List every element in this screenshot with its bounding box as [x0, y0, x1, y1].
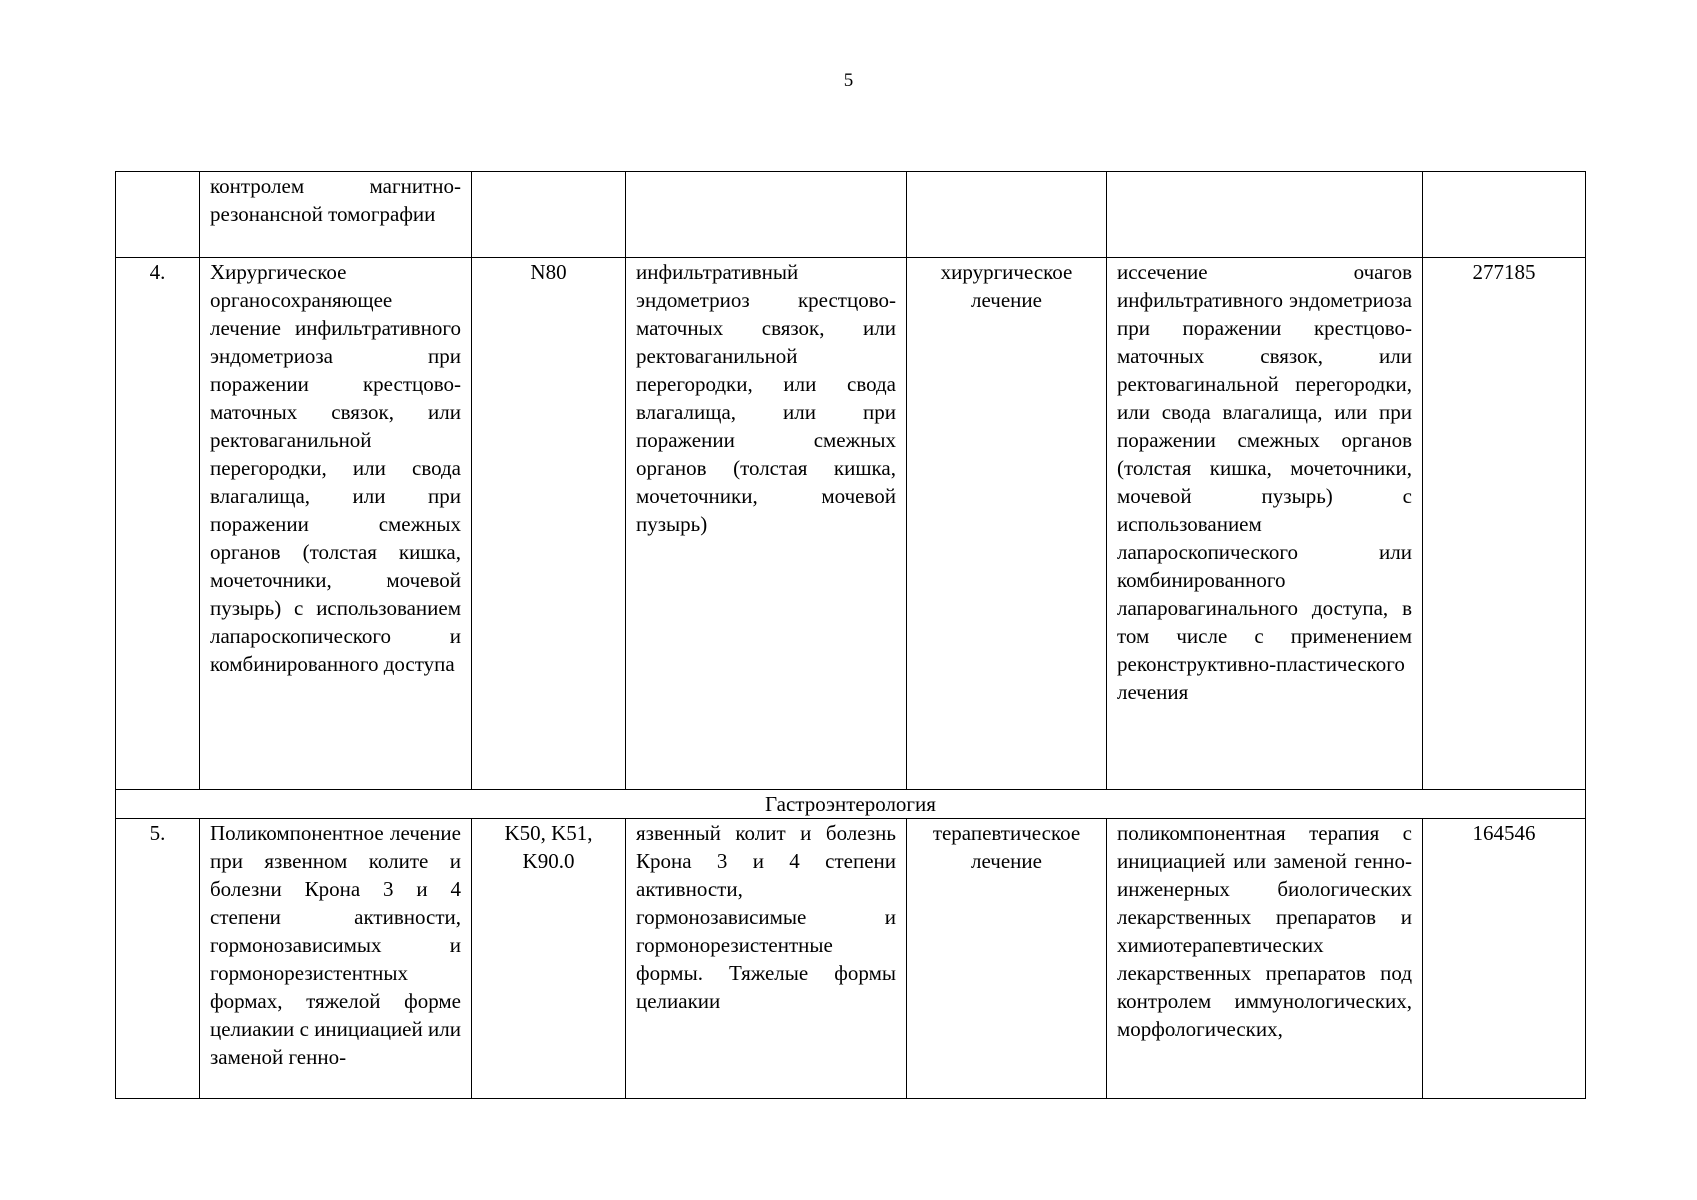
- table-row-5: [116, 819, 1586, 1099]
- cell-code: [472, 172, 626, 258]
- cell-method: иссечение очагов инфильтративного эндометриоза при поражении крестцово-маточных связок, или ректовагинальной перегородки, или свода влагалища, или при поражении смежных органов (толстая кишка, мочеточники, мочевой пузырь) с использованием лапароскопического или комбинированного лапаровагинального доступа, в том числе с применением реконструктивно-пластического лечения: [1107, 258, 1423, 790]
- table-row-4: [116, 258, 1586, 790]
- cell-code: N80: [472, 258, 626, 790]
- cell-treatment-type: [907, 172, 1107, 258]
- cell-treatment-type: хирургическое лечение: [907, 258, 1107, 790]
- cell-num: 4.: [116, 258, 200, 790]
- cell-treatment-type: терапевтическое лечение: [907, 819, 1107, 1099]
- cell-num: [116, 172, 200, 258]
- cell-method: поликомпонентная терапия с инициацией или заменой генно-инженерных биологических лекарственных препаратов и химиотерапевтических лекарственных препаратов под контролем иммунологических, морфологических,: [1107, 819, 1423, 1099]
- cell-name: Поликомпонентное лечение при язвенном колите и болезни Крона 3 и 4 степени активности, гормонозависимых и гормонорезистентных формах, тяжелой форме целиакии с инициацией или заменой генно-: [200, 819, 472, 1099]
- cell-name: Хирургическое органосохраняющее лечение инфильтративного эндометриоза при поражении крестцово-маточных связок, или ректоваганильной перегородки, или свода влагалища, или при поражении смежных органов (толстая кишка, мочеточники, мочевой пузырь) с использованием лапароскопического и комбинированного доступа: [200, 258, 472, 790]
- cell-method: [1107, 172, 1423, 258]
- page-number: 5: [843, 70, 854, 91]
- cell-model: [626, 172, 907, 258]
- section-title: Гастроэнтерология: [116, 790, 1586, 819]
- cell-code: K50, K51, K90.0: [472, 819, 626, 1099]
- table-row-continuation: [116, 172, 1586, 258]
- section-header-row: [116, 790, 1586, 819]
- cell-cost: 277185: [1423, 258, 1586, 790]
- services-table: [115, 171, 1586, 1099]
- cell-cost: [1423, 172, 1586, 258]
- cell-model: инфильтративный эндометриоз крестцово-маточных связок, или ректоваганильной перегородки, или свода влагалища, или при поражении смежных органов (толстая кишка, мочеточники, мочевой пузырь): [626, 258, 907, 790]
- cell-cost: 164546: [1423, 819, 1586, 1099]
- cell-name: контролем магнитно-резонансной томографии: [200, 172, 472, 258]
- cell-model: язвенный колит и болезнь Крона 3 и 4 степени активности, гормонозависимые и гормонорезистентные формы. Тяжелые формы целиакии: [626, 819, 907, 1099]
- cell-num: 5.: [116, 819, 200, 1099]
